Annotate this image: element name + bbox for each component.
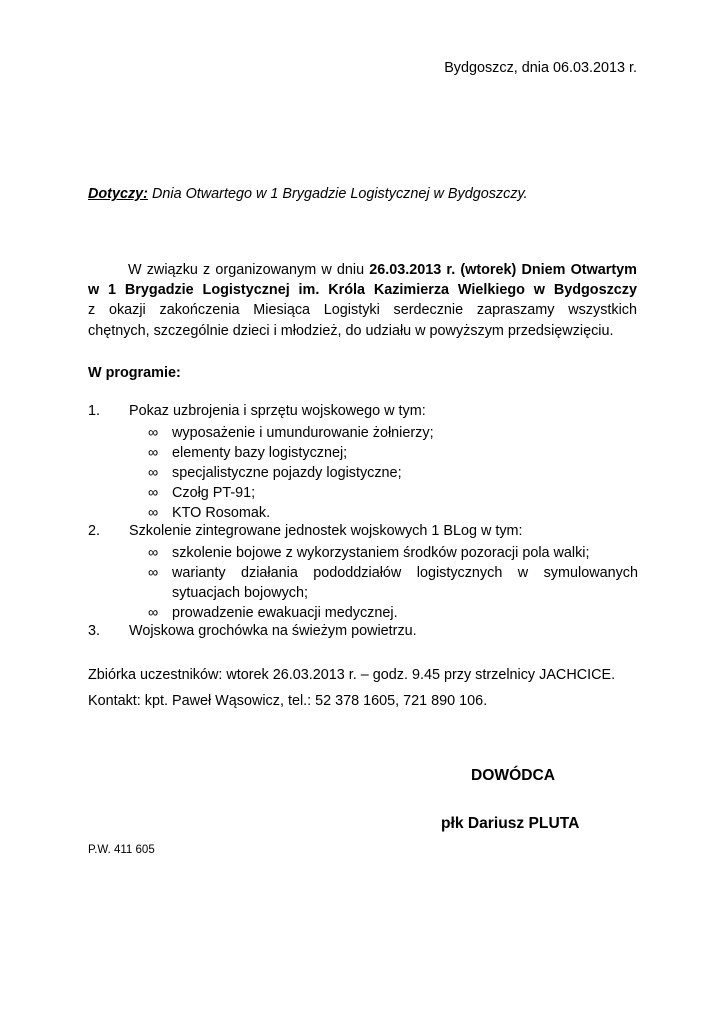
infinity-bullet-icon: ∞ <box>148 605 159 621</box>
sub-item <box>148 543 638 563</box>
sub-item <box>148 563 638 603</box>
sub-item-text: Czołg PT-91; <box>172 485 256 501</box>
program-item-text: Wojskowa grochówka na świeżym powietrzu. <box>129 623 417 639</box>
sub-item-text: prowadzenie ewakuacji medycznej. <box>172 605 398 621</box>
sub-item <box>148 463 638 483</box>
place-date: Bydgoszcz, dnia 06.03.2013 r. <box>444 60 637 76</box>
program-item-2 <box>88 523 637 543</box>
program-item-number: 1. <box>88 403 101 419</box>
program-item-number: 2. <box>88 523 101 539</box>
signature-title: DOWÓDCA <box>471 767 556 784</box>
program-heading: W programie: <box>88 365 181 381</box>
sub-item-text <box>172 563 638 603</box>
infinity-bullet-icon: ∞ <box>148 465 159 481</box>
sub-item-text-line-2: sytuacjach bojowych; <box>172 585 308 602</box>
intro-line-2 <box>88 280 637 300</box>
program-item-text: Pokaz uzbrojenia i sprzętu wojskowego w tym: <box>129 403 426 419</box>
sub-item-text: KTO Rosomak. <box>172 505 271 521</box>
infinity-bullet-icon: ∞ <box>148 485 159 501</box>
sub-item-text: elementy bazy logistycznej; <box>172 445 348 461</box>
contact-info: Kontakt: kpt. Paweł Wąsowicz, tel.: 52 378 1605, 721 890 106. <box>88 693 488 709</box>
brigade-name-bold: w 1 Brygadzie Logistycznej im. Króla Kazimierza Wielkiego w Bydgoszczy <box>88 282 637 299</box>
subject-label: Dotyczy: <box>88 186 148 202</box>
sub-item <box>148 483 638 503</box>
sub-item <box>148 503 638 523</box>
sub-item-text: wyposażenie i umundurowanie żołnierzy; <box>172 425 434 441</box>
intro-line-1 <box>88 260 637 280</box>
intro-paragraph <box>88 260 637 341</box>
program-item-number: 3. <box>88 623 101 639</box>
infinity-bullet-icon: ∞ <box>148 545 159 561</box>
signature-name: płk Dariusz PLUTA <box>441 815 580 832</box>
sub-item-text-line-1: warianty działania pododdziałów logistycznych w symulowanych <box>172 565 638 581</box>
sub-item-text: specjalistyczne pojazdy logistyczne; <box>172 465 402 481</box>
gathering-info: Zbiórka uczestników: wtorek 26.03.2013 r. – godz. 9.45 przy strzelnicy JACHCICE. <box>88 667 616 683</box>
sub-item <box>148 603 638 623</box>
pw-number: P.W. 411 605 <box>88 844 155 856</box>
sub-item <box>148 423 638 443</box>
infinity-bullet-icon: ∞ <box>148 425 159 441</box>
infinity-bullet-icon: ∞ <box>148 505 159 521</box>
intro-line-3: z okazji zakończenia Miesiąca Logistyki serdecznie zapraszamy wszystkich <box>88 302 637 319</box>
intro-line-4: chętnych, szczególnie dzieci i młodzież, do udziału w powyższym przedsięwzięciu. <box>88 322 614 339</box>
event-date-bold: 26.03.2013 r. (wtorek) Dniem Otwartym <box>369 262 637 278</box>
program-item-3 <box>88 623 637 643</box>
subject-line <box>88 186 528 202</box>
infinity-bullet-icon: ∞ <box>148 445 159 461</box>
sub-item <box>148 443 638 463</box>
program-item-text: Szkolenie zintegrowane jednostek wojskowych 1 BLog w tym: <box>129 523 523 539</box>
sub-item-text: szkolenie bojowe z wykorzystaniem środków pozoracji pola walki; <box>172 545 590 561</box>
intro-line-1-text: W związku z organizowanym w dniu <box>128 262 370 278</box>
program-item-1 <box>88 403 637 423</box>
subject-text: Dnia Otwartego w 1 Brygadzie Logistycznej w Bydgoszczy. <box>147 186 528 202</box>
infinity-bullet-icon: ∞ <box>148 565 159 581</box>
